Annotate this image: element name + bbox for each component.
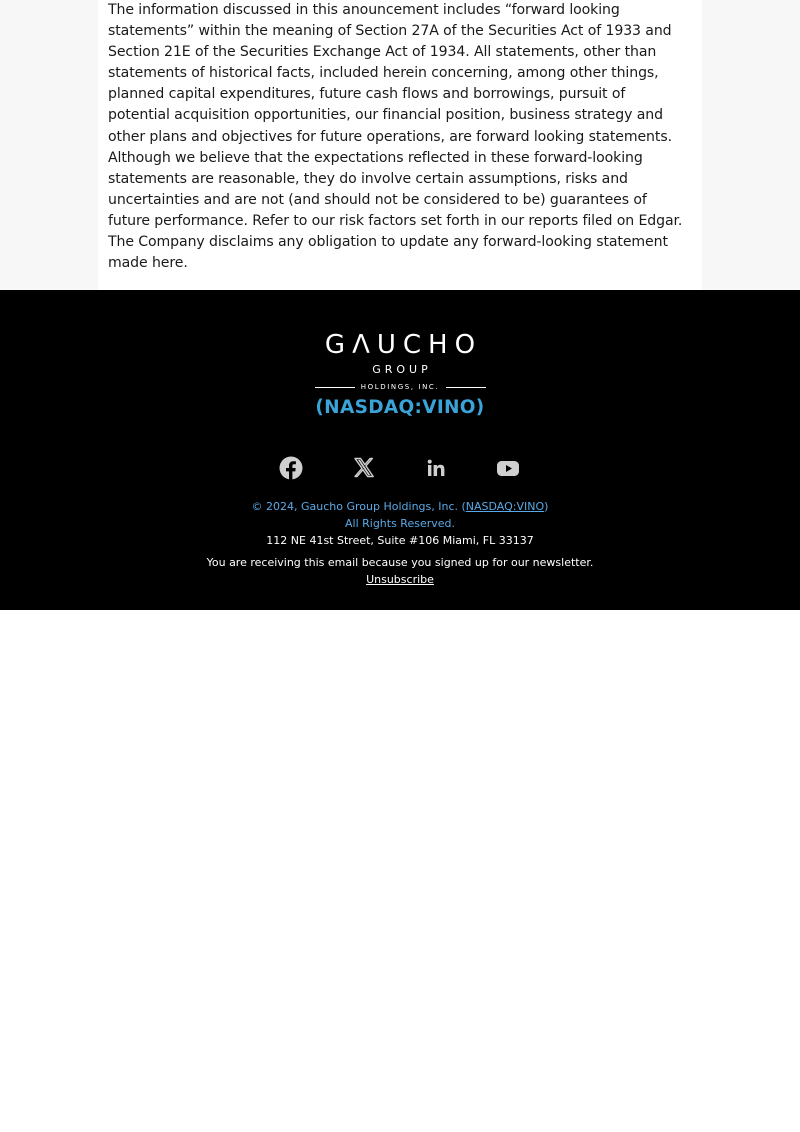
disclaimer-line: The information discussed in this anouncement includes “forward looking — [108, 2, 620, 18]
copyright-text: © 2024, Gaucho Group Holdings, Inc. ( — [251, 500, 466, 513]
subscription-notice: You are receiving this email because you signed up for our newsletter. — [206, 556, 594, 569]
x-icon[interactable] — [352, 456, 376, 480]
facebook-icon[interactable] — [279, 456, 303, 480]
company-logo-group: GROUP — [372, 363, 432, 376]
footer — [0, 290, 800, 610]
disclaimer-line: Although we believe that the expectations reflected in these forward-looking — [108, 149, 643, 166]
disclaimer-line: future performance. Refer to our risk factors set forth in our reports filed on Edgar. — [108, 212, 683, 229]
nasdaq-link[interactable]: NASDAQ:VINO — [465, 500, 545, 513]
disclaimer-line: statements of historical facts, included herein concerning, among other things, — [108, 65, 659, 82]
forward-looking-disclaimer — [108, 0, 696, 274]
disclaimer-line: other plans and objectives for future operations, are forward looking statements. — [108, 128, 672, 145]
copyright-line — [0, 500, 800, 514]
rights-reserved: All Rights Reserved. — [344, 517, 456, 530]
disclaimer-line: potential acquisition opportunities, our financial position, business strategy and — [108, 107, 663, 124]
copyright-close: ) — [544, 500, 549, 513]
youtube-icon[interactable] — [496, 456, 520, 480]
disclaimer-line: made here. — [108, 255, 188, 272]
disclaimer-line: uncertainties and are not (and should not be considered to be) guarantees of — [108, 191, 647, 208]
company-logo-wordmark: GΛUCHO — [324, 330, 483, 360]
company-logo-holdings: HOLDINGS, INC. — [360, 383, 440, 391]
disclaimer-line: Section 21E of the Securities Exchange Act of 1934. All statements, other than — [108, 44, 657, 61]
unsubscribe-link[interactable]: Unsubscribe — [366, 573, 434, 586]
disclaimer-line: statements” within the meaning of Section 27A of the Securities Act of 1933 and — [108, 23, 672, 40]
disclaimer-line: planned capital expenditures, future cash flows and borrowings, pursuit of — [108, 86, 626, 103]
disclaimer-line: statements are reasonable, they do involve certain assumptions, risks and — [108, 170, 628, 187]
linkedin-icon[interactable] — [424, 456, 448, 480]
company-address: 112 NE 41st Street, Suite #106 Miami, FL 33137 — [266, 534, 534, 547]
disclaimer-line: The Company disclaims any obligation to update any forward-looking statement — [108, 234, 668, 251]
nasdaq-ticker: (NASDAQ:VINO) — [315, 397, 485, 418]
